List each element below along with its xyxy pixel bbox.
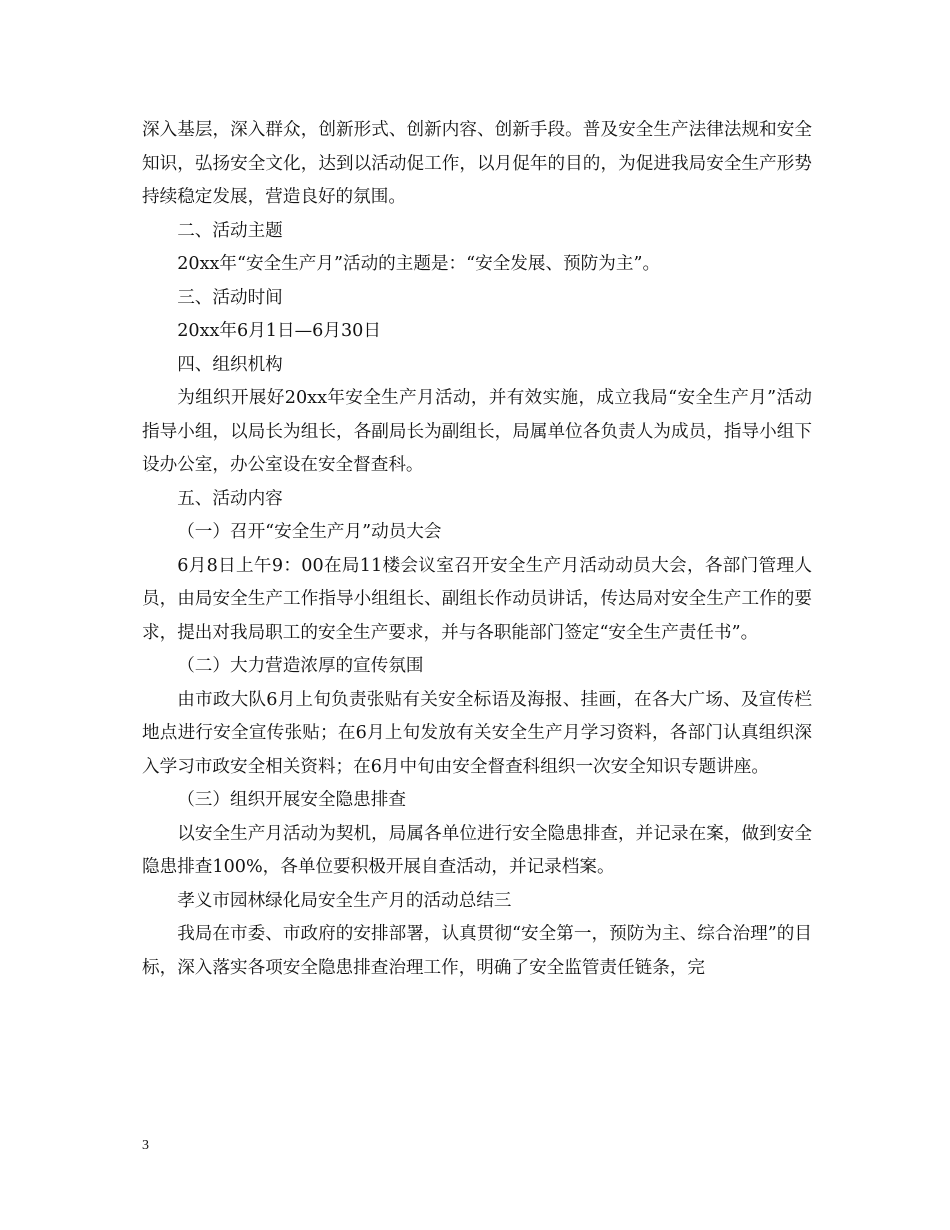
heading-activity-theme: 二、活动主题 [177,220,283,241]
paragraph-intro-continuation: 深入基层，深入群众，创新形式、创新内容、创新手段。普及安全生产法律法规和安全知识，弘扬安全文化，达到以活动促工作，以月促年的目的，为促进我局安全生产形势持续稳定发展，营造良好的氛围。 [142,120,812,207]
heading-activity-time: 三、活动时间 [177,287,283,308]
paragraph-activity-time: 20xx年6月1日—6月30日 [177,321,381,341]
heading-activity-content: 五、活动内容 [177,488,283,509]
subheading-mobilization-meeting: （一）召开“安全生产月”动员大会 [177,522,442,542]
paragraph-organization: 为组织开展好20xx年安全生产月活动，并有效实施，成立我局“安全生产月”活动指导小组，以局长为组长，各副局长为副组长，局属单位各负责人为成员，指导小组下设办公室，办公室设在安全督查科。 [142,388,812,475]
paragraph-hazard-inspection: 以安全生产月活动为契机，局属各单位进行安全隐患排查，并记录在案，做到安全隐患排查100%，各单位要积极开展自查活动，并记录档案。 [142,823,812,877]
document-body [142,114,812,985]
paragraph-activity-theme: 20xx年“安全生产月”活动的主题是：“安全发展、预防为主”。 [177,254,661,274]
paragraph-publicity: 由市政大队6月上旬负责张贴有关安全标语及海报、挂画，在各大广场、及宣传栏地点进行安全宣传张贴；在6月上旬发放有关安全生产月学习资料，各部门认真组织深入学习市政安全相关资料；在6月中旬由安全督查科组织一次安全知识专题讲座。 [142,689,812,777]
heading-organization: 四、组织机构 [177,354,283,375]
subheading-publicity: （二）大力营造浓厚的宣传氛围 [177,656,424,676]
page-number: 3 [142,1138,149,1153]
paragraph-summary-three: 我局在市委、市政府的安排部署，认真贯彻“安全第一，预防为主、综合治理”的目标，深入落实各项安全隐患排查治理工作，明确了安全监管责任链条，完 [142,924,812,978]
section-title-summary-three: 孝义市园林绿化局安全生产月的活动总结三 [177,890,512,911]
paragraph-mobilization-meeting: 6月8日上午9：00在局11楼会议室召开安全生产月活动动员大会，各部门管理人员，由局安全生产工作指导小组组长、副组长作动员讲话，传达局对安全生产工作的要求，提出对我局职工的安全生产要求，并与各职能部门签定“安全生产责任书”。 [142,555,812,643]
subheading-hazard-inspection: （三）组织开展安全隐患排查 [177,790,406,810]
